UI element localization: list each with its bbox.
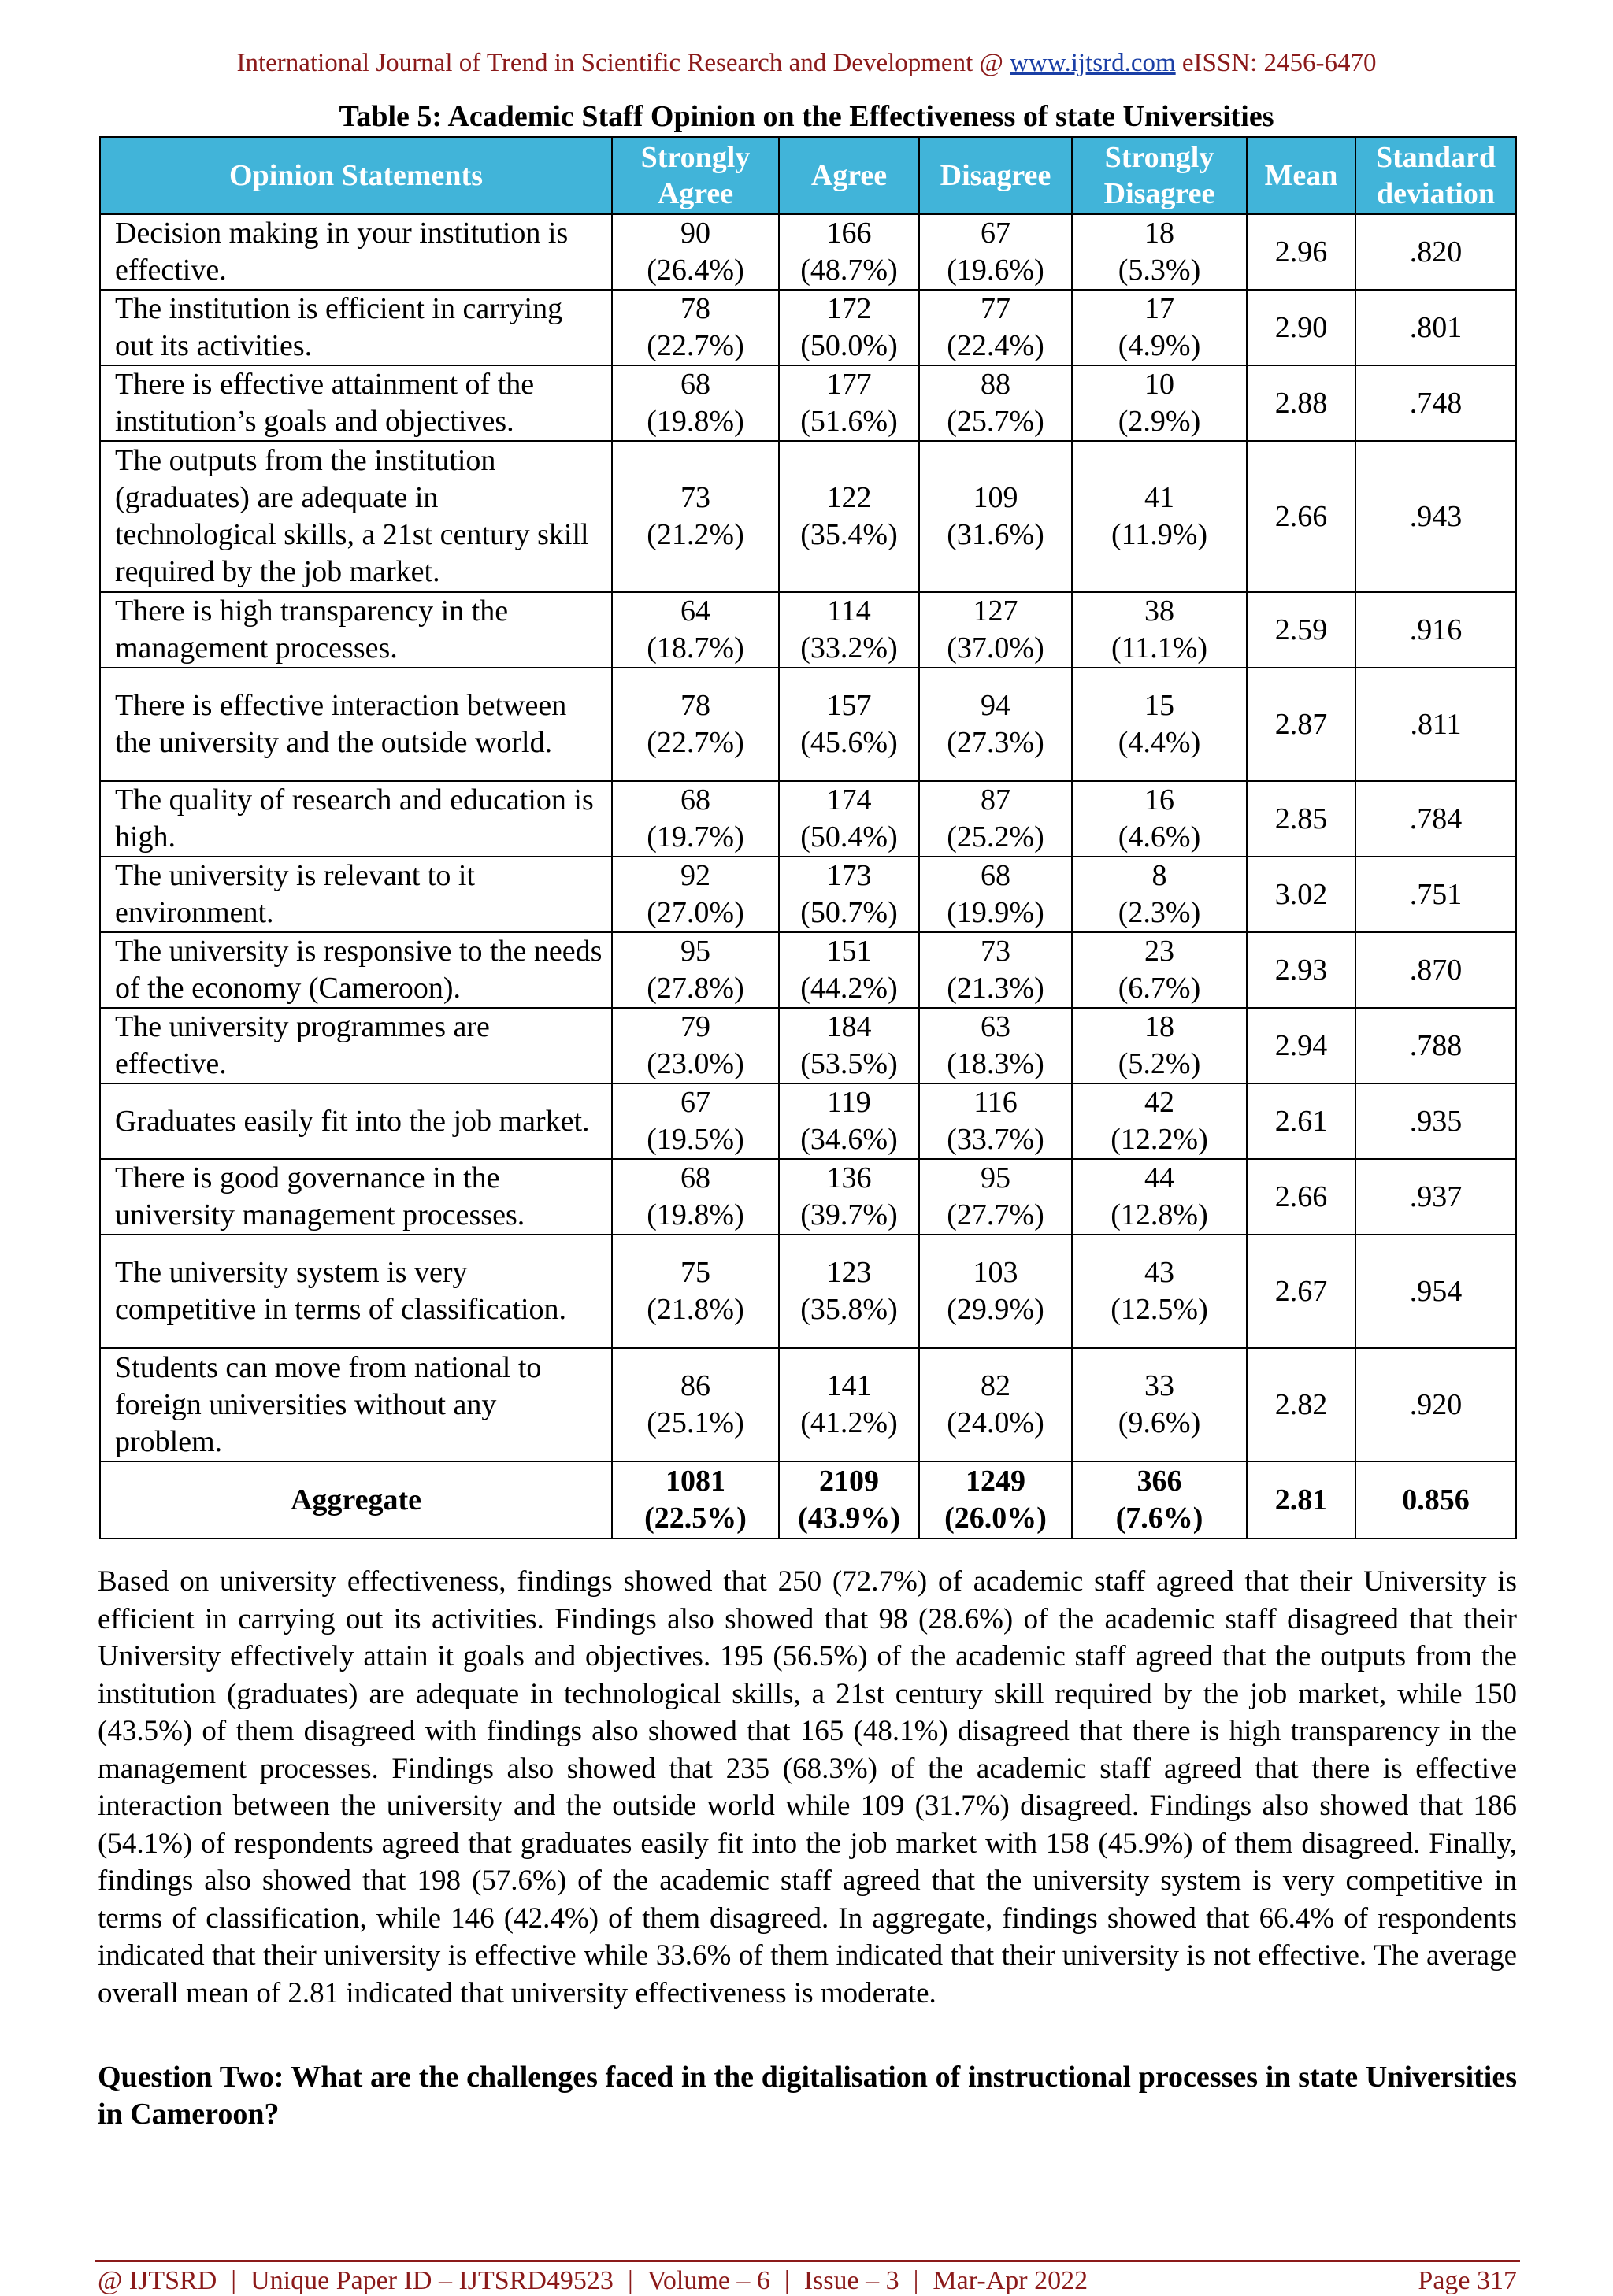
table-row [100, 1235, 1516, 1348]
count-cell [612, 932, 779, 1008]
column-header: Standard deviation [1355, 137, 1516, 214]
percent-value: (19.6%) [947, 254, 1044, 287]
count-cell [1072, 932, 1247, 1008]
count-value: 15 [1144, 689, 1174, 722]
percent-value: (50.4%) [800, 820, 898, 854]
count-cell [779, 214, 919, 290]
count-cell [1072, 1083, 1247, 1159]
percent-value: (4.4%) [1118, 726, 1201, 759]
percent-value: (51.6%) [800, 405, 898, 438]
count-value: 2109 [819, 1465, 879, 1498]
column-header: Disagree [919, 137, 1072, 214]
percent-value: (26.0%) [944, 1502, 1047, 1535]
percent-value: (19.5%) [647, 1123, 744, 1156]
count-cell [1072, 668, 1247, 781]
aggregate-label: Aggregate [100, 1461, 612, 1539]
footer-volume: Volume – 6 [647, 2266, 770, 2295]
count-value: 95 [981, 1161, 1010, 1194]
opinion-table [99, 136, 1517, 1539]
statement-cell: Decision making in your institution is effective. [100, 214, 612, 290]
table-row [100, 668, 1516, 781]
mean-cell: 2.87 [1247, 668, 1355, 781]
percent-value: (2.3%) [1118, 896, 1201, 929]
std-dev-cell: .748 [1355, 365, 1516, 441]
count-cell [1072, 365, 1247, 441]
count-cell [1072, 781, 1247, 857]
count-value: 68 [680, 1161, 710, 1194]
column-header: Mean [1247, 137, 1355, 214]
percent-value: (43.9%) [798, 1502, 900, 1535]
count-value: 67 [680, 1086, 710, 1119]
count-value: 82 [981, 1369, 1010, 1402]
count-cell [779, 1235, 919, 1348]
count-cell [919, 1083, 1072, 1159]
count-cell [779, 1159, 919, 1235]
mean-cell: 2.66 [1247, 1159, 1355, 1235]
std-dev-cell: 0.856 [1355, 1461, 1516, 1539]
count-cell [779, 1461, 919, 1539]
journal-url-link[interactable]: www.ijtsrd.com [1010, 49, 1176, 77]
count-value: 92 [680, 859, 710, 892]
count-value: 8 [1151, 859, 1167, 892]
percent-value: (34.6%) [800, 1123, 898, 1156]
count-value: 88 [981, 368, 1010, 401]
percent-value: (18.7%) [647, 631, 744, 665]
count-cell [919, 290, 1072, 365]
percent-value: (11.1%) [1111, 631, 1208, 665]
count-cell [779, 441, 919, 592]
percent-value: (44.2%) [800, 972, 898, 1005]
count-cell [612, 1083, 779, 1159]
count-cell [919, 365, 1072, 441]
count-cell [779, 365, 919, 441]
count-cell [612, 1159, 779, 1235]
table-row [100, 1159, 1516, 1235]
percent-value: (26.4%) [647, 254, 744, 287]
table-row [100, 781, 1516, 857]
mean-cell: 2.93 [1247, 932, 1355, 1008]
percent-value: (27.8%) [647, 972, 744, 1005]
count-value: 1081 [666, 1465, 725, 1498]
std-dev-cell: .954 [1355, 1235, 1516, 1348]
mean-cell: 3.02 [1247, 857, 1355, 932]
count-value: 109 [973, 481, 1018, 514]
count-value: 73 [680, 481, 710, 514]
mean-cell: 2.90 [1247, 290, 1355, 365]
count-value: 1249 [966, 1465, 1025, 1498]
count-cell [779, 1083, 919, 1159]
percent-value: (50.7%) [800, 896, 898, 929]
percent-value: (21.2%) [647, 518, 744, 551]
percent-value: (48.7%) [800, 254, 898, 287]
column-header: Agree [779, 137, 919, 214]
footer-separator: | [784, 2266, 790, 2295]
count-cell [779, 668, 919, 781]
count-cell [919, 1235, 1072, 1348]
count-value: 119 [827, 1086, 871, 1119]
statement-cell: There is high transparency in the management processes. [100, 592, 612, 668]
percent-value: (6.7%) [1118, 972, 1201, 1005]
count-cell [919, 932, 1072, 1008]
count-cell [612, 857, 779, 932]
std-dev-cell: .811 [1355, 668, 1516, 781]
count-cell [612, 592, 779, 668]
percent-value: (12.5%) [1111, 1293, 1208, 1326]
count-value: 68 [680, 368, 710, 401]
mean-cell: 2.66 [1247, 441, 1355, 592]
percent-value: (35.8%) [800, 1293, 898, 1326]
count-value: 68 [680, 783, 710, 817]
count-cell [919, 441, 1072, 592]
count-value: 75 [680, 1256, 710, 1289]
count-value: 366 [1137, 1465, 1182, 1498]
count-value: 90 [680, 217, 710, 250]
count-cell [1072, 1159, 1247, 1235]
count-cell [919, 1461, 1072, 1539]
count-value: 173 [826, 859, 872, 892]
footer-separator: | [627, 2266, 633, 2295]
count-value: 41 [1144, 481, 1174, 514]
percent-value: (21.3%) [947, 972, 1044, 1005]
mean-cell: 2.94 [1247, 1008, 1355, 1083]
count-value: 95 [680, 935, 710, 968]
percent-value: (53.5%) [800, 1047, 898, 1080]
count-value: 103 [973, 1256, 1018, 1289]
percent-value: (25.7%) [947, 405, 1044, 438]
header-suffix: eISSN: 2456-6470 [1175, 49, 1377, 77]
count-value: 17 [1144, 292, 1174, 325]
std-dev-cell: .935 [1355, 1083, 1516, 1159]
count-value: 44 [1144, 1161, 1174, 1194]
count-cell [612, 1235, 779, 1348]
percent-value: (45.6%) [800, 726, 898, 759]
page-footer [98, 2266, 1517, 2295]
count-cell [1072, 592, 1247, 668]
count-cell [1072, 214, 1247, 290]
statement-cell: The university is relevant to it environment. [100, 857, 612, 932]
count-value: 114 [827, 594, 871, 628]
count-value: 42 [1144, 1086, 1174, 1119]
count-value: 136 [826, 1161, 872, 1194]
count-cell [919, 781, 1072, 857]
mean-cell: 2.96 [1247, 214, 1355, 290]
percent-value: (19.9%) [947, 896, 1044, 929]
statement-cell: There is effective interaction between the university and the outside world. [100, 668, 612, 781]
count-value: 77 [981, 292, 1010, 325]
percent-value: (2.9%) [1118, 405, 1201, 438]
std-dev-cell: .937 [1355, 1159, 1516, 1235]
percent-value: (9.6%) [1118, 1406, 1201, 1439]
count-value: 141 [826, 1369, 872, 1402]
count-cell [1072, 1008, 1247, 1083]
statement-cell: The quality of research and education is high. [100, 781, 612, 857]
table-row [100, 592, 1516, 668]
table-row [100, 1083, 1516, 1159]
count-value: 122 [826, 481, 872, 514]
count-value: 184 [826, 1010, 872, 1043]
count-cell [779, 1348, 919, 1461]
count-cell [1072, 290, 1247, 365]
mean-cell: 2.61 [1247, 1083, 1355, 1159]
footer-paper-id: Unique Paper ID – IJTSRD49523 [250, 2266, 614, 2295]
count-cell [612, 1008, 779, 1083]
count-cell [612, 1348, 779, 1461]
count-cell [779, 290, 919, 365]
count-value: 172 [826, 292, 872, 325]
percent-value: (41.2%) [800, 1406, 898, 1439]
count-cell [1072, 441, 1247, 592]
percent-value: (22.4%) [947, 329, 1044, 362]
percent-value: (24.0%) [947, 1406, 1044, 1439]
percent-value: (33.7%) [947, 1123, 1044, 1156]
std-dev-cell: .916 [1355, 592, 1516, 668]
mean-cell: 2.81 [1247, 1461, 1355, 1539]
count-value: 86 [680, 1369, 710, 1402]
header-prefix: International Journal of Trend in Scientific Research and Development @ [236, 49, 1010, 77]
statement-cell: Graduates easily fit into the job market. [100, 1083, 612, 1159]
percent-value: (5.2%) [1118, 1047, 1201, 1080]
count-cell [919, 668, 1072, 781]
count-cell [779, 781, 919, 857]
column-header: Opinion Statements [100, 137, 612, 214]
count-cell [612, 365, 779, 441]
percent-value: (22.5%) [644, 1502, 747, 1535]
statement-cell: Students can move from national to foreign universities without any problem. [100, 1348, 612, 1461]
percent-value: (25.2%) [947, 820, 1044, 854]
count-value: 63 [981, 1010, 1010, 1043]
table-row [100, 214, 1516, 290]
footer-separator: | [913, 2266, 919, 2295]
percent-value: (39.7%) [800, 1198, 898, 1231]
column-header: Strongly Disagree [1072, 137, 1247, 214]
mean-cell: 2.67 [1247, 1235, 1355, 1348]
count-cell [1072, 1461, 1247, 1539]
statement-cell: The outputs from the institution (graduates) are adequate in technological skills, a 21st century skill required by the job market. [100, 441, 612, 592]
percent-value: (4.6%) [1118, 820, 1201, 854]
count-value: 67 [981, 217, 1010, 250]
percent-value: (27.3%) [947, 726, 1044, 759]
count-cell [919, 1008, 1072, 1083]
footer-rule [95, 2260, 1520, 2262]
statement-cell: The university programmes are effective. [100, 1008, 612, 1083]
percent-value: (12.2%) [1111, 1123, 1208, 1156]
count-value: 10 [1144, 368, 1174, 401]
count-value: 78 [680, 689, 710, 722]
count-cell [919, 214, 1072, 290]
table-body [100, 214, 1516, 1539]
percent-value: (27.7%) [947, 1198, 1044, 1231]
count-cell [612, 668, 779, 781]
footer-issue: Issue – 3 [803, 2266, 899, 2295]
percent-value: (18.3%) [947, 1047, 1044, 1080]
percent-value: (33.2%) [800, 631, 898, 665]
count-value: 177 [826, 368, 872, 401]
footer-journal: @ IJTSRD [98, 2266, 217, 2295]
count-cell [612, 214, 779, 290]
percent-value: (12.8%) [1111, 1198, 1208, 1231]
mean-cell: 2.82 [1247, 1348, 1355, 1461]
count-cell [612, 290, 779, 365]
count-cell [919, 1348, 1072, 1461]
table-row [100, 441, 1516, 592]
percent-value: (35.4%) [800, 518, 898, 551]
std-dev-cell: .784 [1355, 781, 1516, 857]
percent-value: (5.3%) [1118, 254, 1201, 287]
percent-value: (19.8%) [647, 1198, 744, 1231]
count-value: 79 [680, 1010, 710, 1043]
percent-value: (21.8%) [647, 1293, 744, 1326]
count-cell [779, 592, 919, 668]
std-dev-cell: .801 [1355, 290, 1516, 365]
percent-value: (19.7%) [647, 820, 744, 854]
std-dev-cell: .943 [1355, 441, 1516, 592]
aggregate-row [100, 1461, 1516, 1539]
std-dev-cell: .870 [1355, 932, 1516, 1008]
count-value: 18 [1144, 217, 1174, 250]
table-row [100, 365, 1516, 441]
std-dev-cell: .788 [1355, 1008, 1516, 1083]
percent-value: (25.1%) [647, 1406, 744, 1439]
percent-value: (29.9%) [947, 1293, 1044, 1326]
column-header: Strongly Agree [612, 137, 779, 214]
count-cell [1072, 1348, 1247, 1461]
count-value: 123 [826, 1256, 872, 1289]
statement-cell: The institution is efficient in carrying out its activities. [100, 290, 612, 365]
count-value: 18 [1144, 1010, 1174, 1043]
count-value: 43 [1144, 1256, 1174, 1289]
question-heading: Question Two: What are the challenges faced in the digitalisation of instructional processes in state Universities in Cameroon? [98, 2061, 1517, 2131]
percent-value: (37.0%) [947, 631, 1044, 665]
count-value: 64 [680, 594, 710, 628]
std-dev-cell: .820 [1355, 214, 1516, 290]
count-cell [779, 1008, 919, 1083]
table-title: Table 5: Academic Staff Opinion on the Effectiveness of state Universities [339, 100, 1274, 133]
footer-page-number: Page 317 [1418, 2266, 1517, 2295]
percent-value: (31.6%) [947, 518, 1044, 551]
std-dev-cell: .920 [1355, 1348, 1516, 1461]
percent-value: (4.9%) [1118, 329, 1201, 362]
count-value: 87 [981, 783, 1010, 817]
count-value: 16 [1144, 783, 1174, 817]
count-cell [779, 932, 919, 1008]
mean-cell: 2.59 [1247, 592, 1355, 668]
table-row [100, 857, 1516, 932]
count-value: 38 [1144, 594, 1174, 628]
count-value: 23 [1144, 935, 1174, 968]
statement-cell: There is good governance in the university management processes. [100, 1159, 612, 1235]
percent-value: (11.9%) [1111, 518, 1208, 551]
count-cell [919, 1159, 1072, 1235]
percent-value: (7.6%) [1115, 1502, 1203, 1535]
table-header-row [100, 137, 1516, 214]
count-cell [919, 857, 1072, 932]
count-cell [919, 592, 1072, 668]
statement-cell: The university is responsive to the needs of the economy (Cameroon). [100, 932, 612, 1008]
statement-cell: The university system is very competitive in terms of classification. [100, 1235, 612, 1348]
percent-value: (50.0%) [800, 329, 898, 362]
count-cell [1072, 1235, 1247, 1348]
percent-value: (27.0%) [647, 896, 744, 929]
percent-value: (22.7%) [647, 726, 744, 759]
statement-cell: There is effective attainment of the institution’s goals and objectives. [100, 365, 612, 441]
count-value: 127 [973, 594, 1018, 628]
table-row [100, 1348, 1516, 1461]
std-dev-cell: .751 [1355, 857, 1516, 932]
count-value: 157 [826, 689, 872, 722]
count-cell [612, 441, 779, 592]
count-value: 174 [826, 783, 872, 817]
findings-paragraph: Based on university effectiveness, findings showed that 250 (72.7%) of academic staff agreed that their University is efficient in carrying out its activities. Findings also showed that 98 (28.6%) of the academic staff disagreed that their University effectively attain it goals and objectives. 195 (56.5%) of the academic staff agreed that the outputs from the institution (graduates) are adequate in technological skills, a 21st century skill required by the job market, while 150 (43.5%) of them disagreed with findings also showed that 165 (48.1%) disagreed that there is high transparency in the management processes. Findings also showed that 235 (68.3%) of the academic staff agreed that there is effective interaction between the university and the outside world while 109 (31.7%) disagreed. Findings also showed that 186 (54.1%) of respondents agreed that graduates easily fit into the job market with 158 (45.9%) of them disagreed. Finally, findings also showed that 198 (57.6%) of the academic staff agreed that the university system is very competitive in terms of classification, while 146 (42.4%) of them disagreed. In aggregate, findings showed that 66.4% of respondents indicated that their university is effective while 33.6% of them indicated that their university is not effective. The average overall mean of 2.81 indicated that university effectiveness is moderate. [98, 1565, 1517, 2009]
table-row [100, 932, 1516, 1008]
count-value: 68 [981, 859, 1010, 892]
table-row [100, 1008, 1516, 1083]
mean-cell: 2.88 [1247, 365, 1355, 441]
count-value: 166 [826, 217, 872, 250]
count-value: 78 [680, 292, 710, 325]
footer-date: Mar-Apr 2022 [933, 2266, 1088, 2295]
count-cell [612, 781, 779, 857]
count-cell [779, 857, 919, 932]
percent-value: (22.7%) [647, 329, 744, 362]
count-value: 94 [981, 689, 1010, 722]
footer-separator: | [231, 2266, 237, 2295]
count-value: 151 [826, 935, 872, 968]
count-cell [612, 1461, 779, 1539]
count-value: 116 [973, 1086, 1018, 1119]
percent-value: (23.0%) [647, 1047, 744, 1080]
journal-header [0, 49, 1613, 78]
table-row [100, 290, 1516, 365]
count-cell [1072, 857, 1247, 932]
count-value: 33 [1144, 1369, 1174, 1402]
mean-cell: 2.85 [1247, 781, 1355, 857]
percent-value: (19.8%) [647, 405, 744, 438]
count-value: 73 [981, 935, 1010, 968]
